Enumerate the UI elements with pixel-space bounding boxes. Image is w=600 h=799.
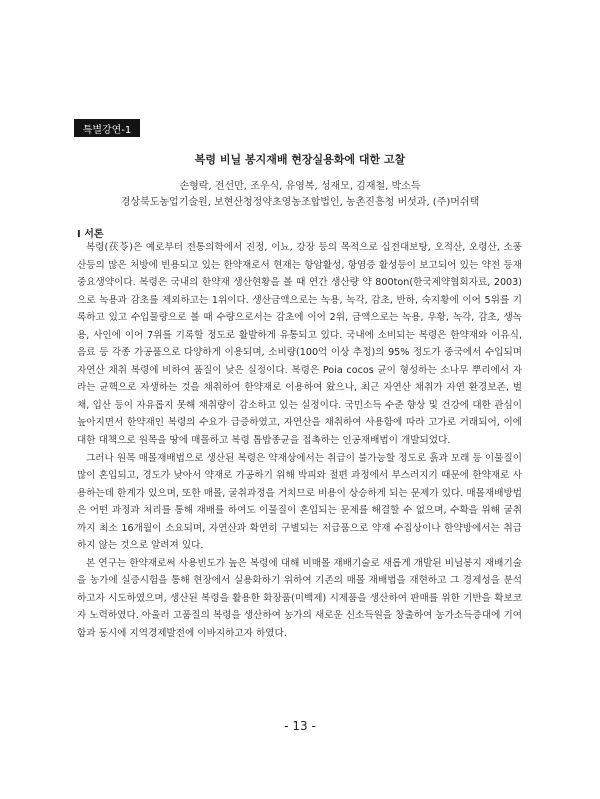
body-text [77,239,522,643]
page-number: - 13 - [284,719,316,733]
affiliation-list: 경상북도농업기술원, 보현산청정약초영농조합법인, 농촌진흥청 버섯과, (주)머쉬택 [120,197,480,208]
author-list: 손형락, 전선만, 조우식, 유영복, 성재모, 김재철, 박소득 [179,181,421,192]
paper-title: 복령 비닐 봉지재배 현장실용화에 대한 고찰 [194,153,406,166]
paragraph: 그러나 원목 매몰재배법으로 생산된 복령은 약재상에서는 취급이 불가능할 정도로 흙과 모래 등 이물질이 많이 혼입되고, 경도가 낮아서 약재로 가공하기 위해 박피와 절편 과정에서 부스러지기 때문에 한약재로 사용하는데 한계가 있으며, 또한 매몰, 굴취과정을 거치므로 비용이 상승하게 되는 문제가 있다. 매몰재배방법은 어떤 과정과 처리를 통해 재배를 하여도 이물질이 혼입되는 문제를 해결할 수 없으며, 수확을 위해 굴취까지 최소 16개월이 소요되며, 자연산과 확연히 구별되는 저급품으로 약재 수집상이나 한약방에서는 취급하지 않는 것으로 알려져 있다. [77,452,522,552]
paragraph: 본 연구는 한약재로써 사용빈도가 높은 복령에 대해 비매몰 재배기술로 새롭게 개발된 비닐봉지 재배기술을 농가에 실증시험을 통해 현장에서 실용화하기 위하여 기존의 매몰 재배법을 재현하고 그 경제성을 분석하고자 시도하였으며, 생산된 복령을 활용한 화장품(미백제) 시제품을 생산하여 판매를 위한 기반을 확보코자 노력하였다. 아울러 고품질의 복령을 생산하여 농가의 새로운 신소득원을 창출하여 농가소득증대에 기여함과 동시에 지역경제발전에 이바지하고자 하였다. [77,557,522,640]
special-lecture-label: 특별강연-1 [74,119,140,137]
section-heading: Ⅰ 서론 [77,229,104,240]
paragraph: 복령(茯苓)은 예로부터 전통의학에서 진정, 이뇨, 강장 등의 목적으로 십전대보탕, 오적산, 오령산, 소풍산등의 많은 처방에 빈용되고 있는 한약재로서 현재는 항암활성, 항염증 활성등이 보고되어 있는 약전 등재 중요생약이다. 복령은 국내의 한약재 생산현황을 볼 때 연간 생산량 약 800ton(한국제약협회자료, 2003)으로 녹용과 감초를 제외하고는 1위이다. 생산금액으로는 녹용, 녹각, 감초, 반하, 숙지황에 이어 5위를 기록하고 있고 수입물량으로 볼 때 수량으로서는 감초에 이어 2위, 금액으로는 녹용, 우황, 녹각, 감초, 생녹용, 사인에 이어 7위를 기록할 정도로 활발하게 유통되고 있다. 국내에 소비되는 복령은 한약재와 이유식, 음료 등 각종 가공품으로 다양하게 이용되며, 소비량(100억 이상 추정)의 95% 정도가 중국에서 수입되며 자연산 채취 복령에 비하여 품질이 낮은 실정이다. 복령은 Poia cocos 균이 형성하는 소나무 뿌리에서 자라는 균핵으로 자생하는 것을 채취하여 한약재로 이용하여 왔으나, 최근 자연산 채취가 자연 환경보존, 벌채, 입산 등이 자유롭지 못해 채취량이 감소하고 있는 실정이다. 국민소득 수준 향상 및 건강에 대한 관심이 높아지면서 한약재인 복령의 수요가 급증하였고, 자연산을 채취하여 사용함에 따라 고가로 거래되어, 이에 대한 대책으로 원목을 땅에 매몰하고 복령 톱밥종균을 접촉하는 인공재배법이 개발되었다. [77,242,522,447]
